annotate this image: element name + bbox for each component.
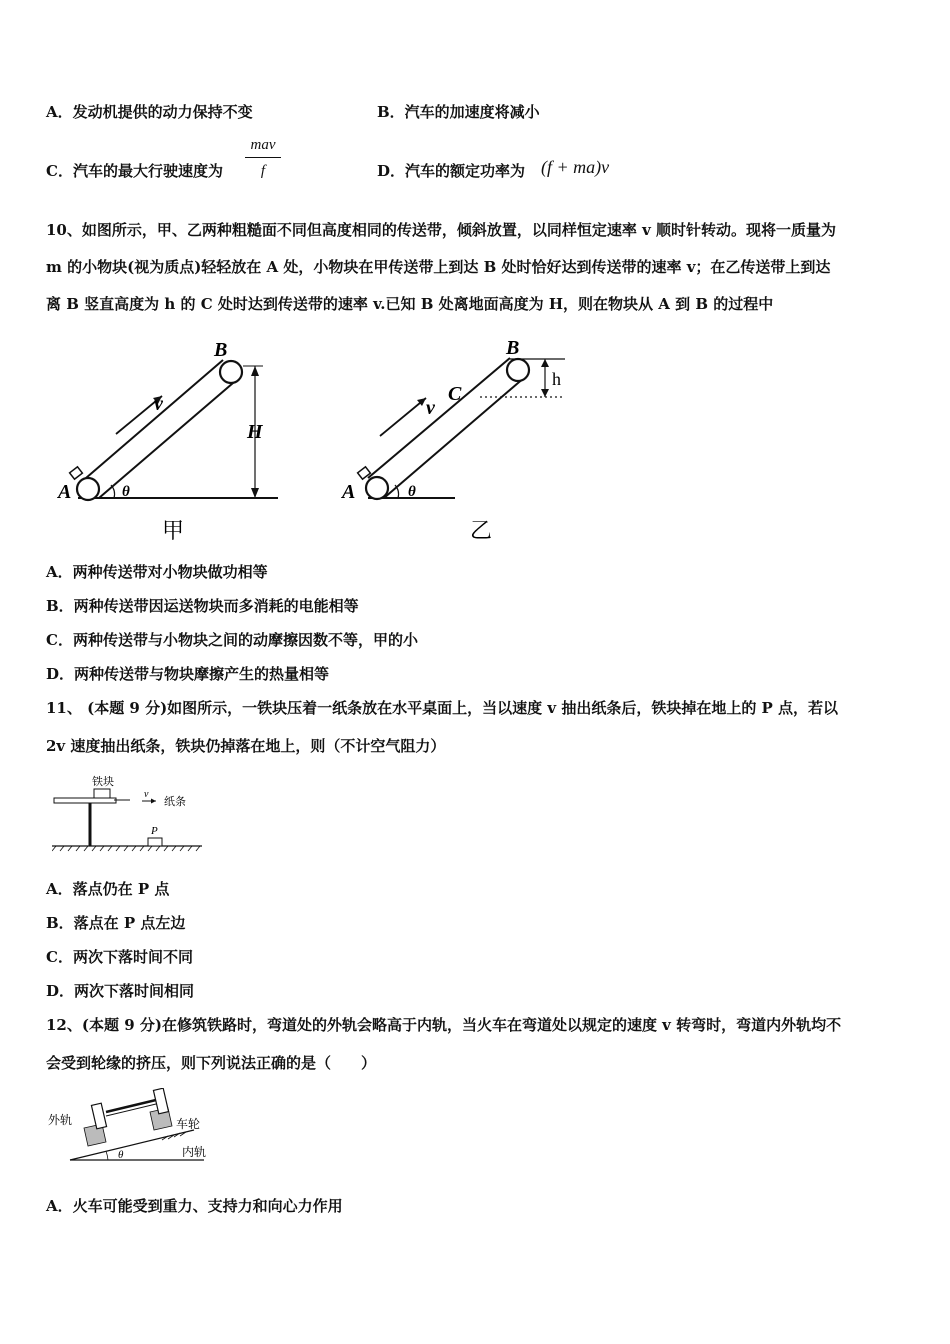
q9-option-c: C．汽车的最大行驶速度为 <box>46 162 223 180</box>
q9-option-a: A．发动机提供的动力保持不变 <box>46 103 253 121</box>
q10-stem-line2: m 的小物块(视为质点)轻轻放在 A 处，小物块在甲传送带上到达 B 处时恰好达到传送带的速率 v；在乙传送带上到达 <box>46 258 831 276</box>
fraction-bar <box>245 157 281 158</box>
q12-stem-line1: 12、(本题 9 分)在修筑铁路时，弯道处的外轨会略高于内轨，当火车在弯道处以规定的速度 v 转弯时，弯道内外轨均不 <box>46 1016 842 1034</box>
label-p: P <box>151 825 158 837</box>
yi-label-theta: θ <box>408 484 416 500</box>
q9-option-d: D．汽车的额定功率为 <box>377 162 526 180</box>
label-theta: θ <box>118 1149 124 1161</box>
q9-option-c-denominator: f <box>260 163 266 179</box>
q10-option-b: B．两种传送带因运送物块而多消耗的电能相等 <box>46 597 359 615</box>
label-iron-block: 铁块 <box>92 776 114 788</box>
conveyor-figure-jia <box>50 330 310 548</box>
q11-option-c: C．两次下落时间不同 <box>46 948 193 966</box>
label-outer-rail: 外轨 <box>48 1113 73 1127</box>
q10-stem-line1: 10、如图所示，甲、乙两种粗糙面不同但高度相同的传送带，倾斜放置，以同样恒定速率 v 顺时针转动。现将一质量为 <box>46 221 837 239</box>
q12-stem-line2: 会受到轮缘的挤压，则下列说法正确的是（ ） <box>46 1054 377 1072</box>
q9-option-b: B．汽车的加速度将减小 <box>377 103 540 121</box>
jia-label-v: v <box>154 393 163 415</box>
jia-caption: 甲 <box>162 518 185 543</box>
conveyor-figure-yi <box>340 330 580 548</box>
q11-option-b: B．落点在 P 点左边 <box>46 914 186 932</box>
jia-label-theta: θ <box>122 484 130 500</box>
label-wheel: 车轮 <box>176 1117 201 1131</box>
q10-option-a: A．两种传送带对小物块做功相等 <box>46 563 268 581</box>
label-paper: 纸条 <box>164 796 186 808</box>
label-v: v <box>144 789 149 800</box>
jia-label-a: A <box>58 481 72 503</box>
label-inner-rail: 内轨 <box>182 1145 207 1159</box>
table-paper-figure <box>52 770 212 854</box>
q11-option-a: A．落点仍在 P 点 <box>46 880 170 898</box>
q10-stem-line3: 离 B 竖直高度为 h 的 C 处时达到传送带的速率 v.已知 B 处离地面高度为 H，则在物块从 A 到 B 的过程中 <box>46 295 774 313</box>
q11-stem-line2: 2v 速度抽出纸条，铁块仍掉落在地上，则（不计空气阻力） <box>46 737 446 755</box>
yi-caption: 乙 <box>470 518 493 543</box>
q9-option-d-expression: (f + ma)v <box>541 157 610 177</box>
q11-option-d: D．两次下落时间相同 <box>46 982 195 1000</box>
yi-label-h: h <box>552 369 561 389</box>
yi-label-c: C <box>448 383 462 405</box>
q10-option-d: D．两种传送带与物块摩擦产生的热量相等 <box>46 665 330 683</box>
q11-stem-line1: 11、 (本题 9 分)如图所示，一铁块压着一纸条放在水平桌面上，当以速度 v 抽出纸条后，铁块掉在地上的 P 点，若以 <box>46 699 839 717</box>
q10-option-c: C．两种传送带与小物块之间的动摩擦因数不等，甲的小 <box>46 631 418 649</box>
q12-option-a: A．火车可能受到重力、支持力和向心力作用 <box>46 1197 343 1215</box>
jia-label-b: B <box>214 339 228 361</box>
railway-curve-figure <box>44 1088 214 1164</box>
yi-label-a: A <box>342 481 356 503</box>
jia-label-h: H <box>247 421 263 443</box>
yi-label-v: v <box>426 397 435 419</box>
q9-option-c-numerator: mav <box>250 137 276 153</box>
yi-label-b: B <box>506 337 520 359</box>
